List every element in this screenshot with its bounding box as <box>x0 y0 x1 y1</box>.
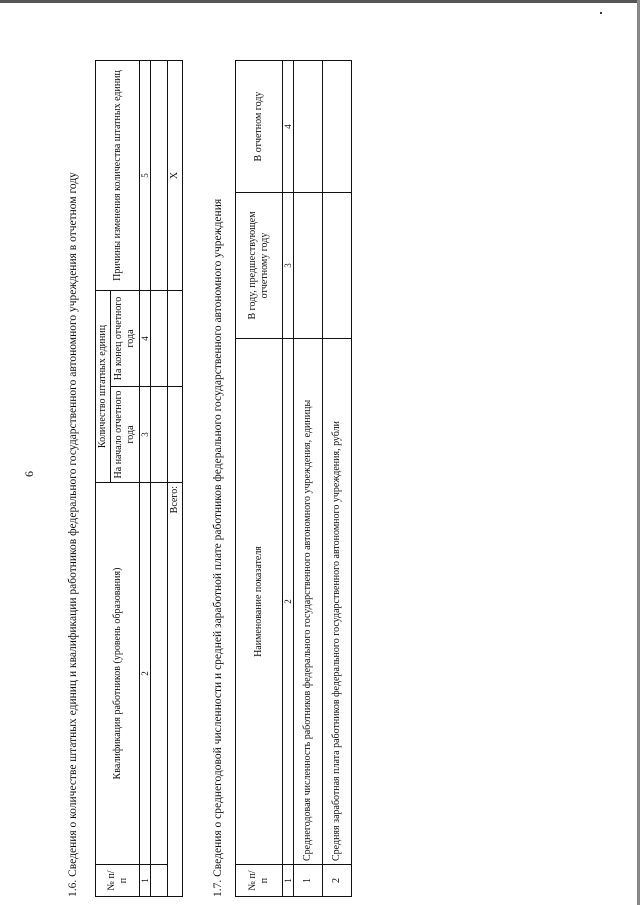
row-indicator-headcount: Среднегодовая численность работников федерального государственного автономного учреждения, единицы <box>294 339 323 865</box>
col-number: 1 <box>283 865 294 897</box>
data-cell <box>151 483 168 865</box>
headcount-salary-table <box>235 60 352 897</box>
row-num: 2 <box>323 865 352 897</box>
header-start-of-year: На начало отчетного года <box>111 387 140 483</box>
page-number: 6 <box>22 471 36 477</box>
col-number: 3 <box>140 387 151 483</box>
header-num: № п/п <box>96 865 140 897</box>
data-cell <box>294 193 323 339</box>
col-number: 2 <box>283 339 294 865</box>
row-indicator-salary: Средняя заработная плата работников федерального государственного автономного учреждения, рубли <box>323 339 352 865</box>
header-num: № п/п <box>236 865 283 897</box>
header-report-year: В отчетном году <box>236 61 283 193</box>
col-number: 4 <box>140 291 151 387</box>
section-1-6-title: 1.6. Сведения о количестве штатных единиц и квалификации работников федерального государственного автономного учреждения в отчетном году <box>67 172 79 897</box>
section-1-7-title: 1.7. Сведения о среднегодовой численности и средней заработной плате работников федерального государственного автономного учреждения <box>212 198 224 897</box>
total-end <box>168 291 183 387</box>
header-qualification: Квалификация работников (уровень образования) <box>96 483 140 865</box>
data-cell <box>151 291 168 387</box>
col-number: 1 <box>140 865 151 897</box>
col-number: 4 <box>283 61 294 193</box>
data-cell <box>323 193 352 339</box>
col-number: 2 <box>140 483 151 865</box>
header-end-of-year: На конец отчетного года <box>111 291 140 387</box>
col-number: 5 <box>140 61 151 291</box>
data-cell <box>294 61 323 193</box>
data-cell <box>151 61 168 291</box>
total-reasons-x: X <box>168 61 183 291</box>
total-start <box>168 387 183 483</box>
col-number: 3 <box>283 193 294 339</box>
total-label: Всего: <box>168 483 183 897</box>
data-cell <box>151 387 168 483</box>
staff-units-table <box>95 60 183 897</box>
header-prev-year: В году, предшествующем отчетному году <box>236 193 283 339</box>
row-num: 1 <box>294 865 323 897</box>
header-staff-count: Количество штатных единиц <box>96 291 111 483</box>
data-cell <box>323 61 352 193</box>
data-cell <box>151 865 168 897</box>
header-reasons: Причины изменения количества штатных единиц <box>96 61 140 291</box>
header-indicator: Наименование показателя <box>236 339 283 865</box>
